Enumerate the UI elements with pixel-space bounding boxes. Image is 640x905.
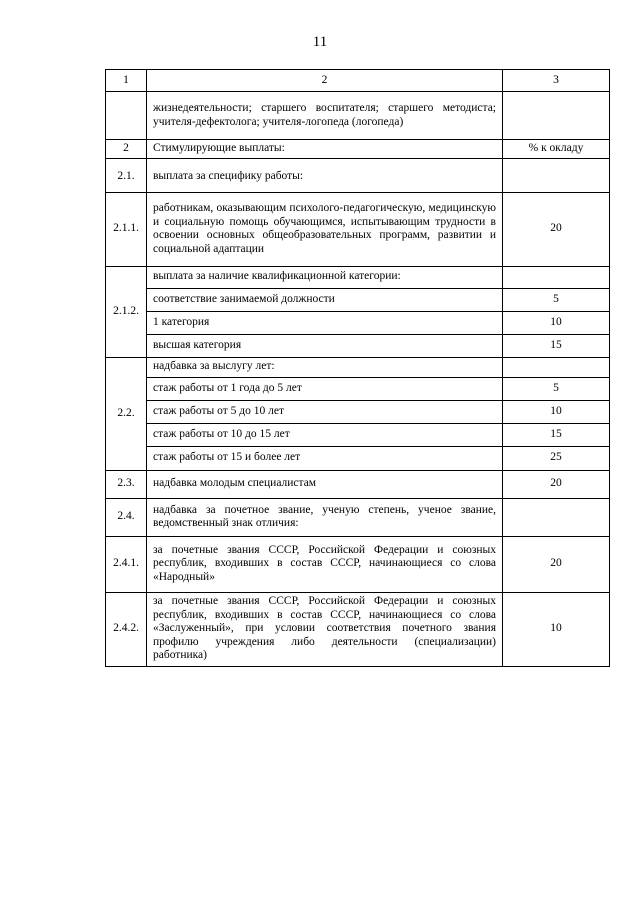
table-row [106, 423, 610, 446]
row-text: выплата за специфику работы: [147, 158, 503, 192]
row-text: стаж работы от 10 до 15 лет [147, 423, 503, 446]
table-row [106, 192, 610, 266]
row-number: 2.2. [106, 357, 147, 470]
row-number: 2.1.1. [106, 192, 147, 266]
row-value: 15 [503, 334, 610, 357]
table-row [106, 140, 610, 159]
table-row [106, 357, 610, 377]
table-row [106, 288, 610, 311]
row-value: 20 [503, 536, 610, 592]
row-text: 1 категория [147, 311, 503, 334]
header-col-3: 3 [503, 70, 610, 92]
row-text: работникам, оказывающим психолого-педагогическую, медицинскую и социальную помощь обучающимся, испытывающим трудности в освоении основных общеобразовательных программ, развитии и социальной адаптации [147, 192, 503, 266]
row-text: стаж работы от 15 и более лет [147, 446, 503, 470]
row-text: надбавка за выслугу лет: [147, 357, 503, 377]
row-text: высшая категория [147, 334, 503, 357]
row-text: стаж работы от 1 года до 5 лет [147, 377, 503, 400]
table-row [106, 400, 610, 423]
row-value: 15 [503, 423, 610, 446]
row-value: 20 [503, 470, 610, 498]
row-value [503, 357, 610, 377]
table-row [106, 498, 610, 536]
row-value: 5 [503, 377, 610, 400]
table-row [106, 446, 610, 470]
row-value: 10 [503, 400, 610, 423]
row-value [503, 498, 610, 536]
table-row [106, 470, 610, 498]
table-row [106, 334, 610, 357]
table-header-row [106, 70, 610, 92]
table-row [106, 592, 610, 666]
row-value: 10 [503, 592, 610, 666]
row-value: 5 [503, 288, 610, 311]
row-value: 10 [503, 311, 610, 334]
row-value: 25 [503, 446, 610, 470]
header-col-2: 2 [147, 70, 503, 92]
table-row [106, 377, 610, 400]
row-value [503, 158, 610, 192]
row-value: % к окладу [503, 140, 610, 159]
row-number: 2.4. [106, 498, 147, 536]
table-row [106, 536, 610, 592]
row-number: 2.4.1. [106, 536, 147, 592]
continuation-text: жизнедеятельности; старшего воспитателя; старшего методиста; учителя-дефектолога; учителя-логопеда (логопеда) [147, 92, 503, 140]
row-text: надбавка молодым специалистам [147, 470, 503, 498]
page-number: 11 [312, 34, 328, 50]
header-col-1: 1 [106, 70, 147, 92]
row-text: выплата за наличие квалификационной категории: [147, 266, 503, 288]
row-number: 2.1. [106, 158, 147, 192]
row-value: 20 [503, 192, 610, 266]
row-number: 2.4.2. [106, 592, 147, 666]
table-row [106, 266, 610, 288]
row-number: 2 [106, 140, 147, 159]
table-row [106, 92, 610, 140]
row-text: за почетные звания СССР, Российской Федерации и союзных республик, входивших в состав СССР, начинающиеся со слова «Заслуженный», при условии соответствия почетного звания профилю учреждения либо деятельности (специализации) работника) [147, 592, 503, 666]
row-value [503, 266, 610, 288]
row-text: надбавка за почетное звание, ученую степень, ученое звание, ведомственный знак отличия: [147, 498, 503, 536]
row-text: Стимулирующие выплаты: [147, 140, 503, 159]
table-row [106, 311, 610, 334]
row-text: соответствие занимаемой должности [147, 288, 503, 311]
row-text: за почетные звания СССР, Российской Федерации и союзных республик, входивших в состав СССР, начинающиеся со слова «Народный» [147, 536, 503, 592]
table-row [106, 158, 610, 192]
row-number: 2.3. [106, 470, 147, 498]
row-text: стаж работы от 5 до 10 лет [147, 400, 503, 423]
payments-table [105, 69, 610, 667]
row-number: 2.1.2. [106, 266, 147, 357]
